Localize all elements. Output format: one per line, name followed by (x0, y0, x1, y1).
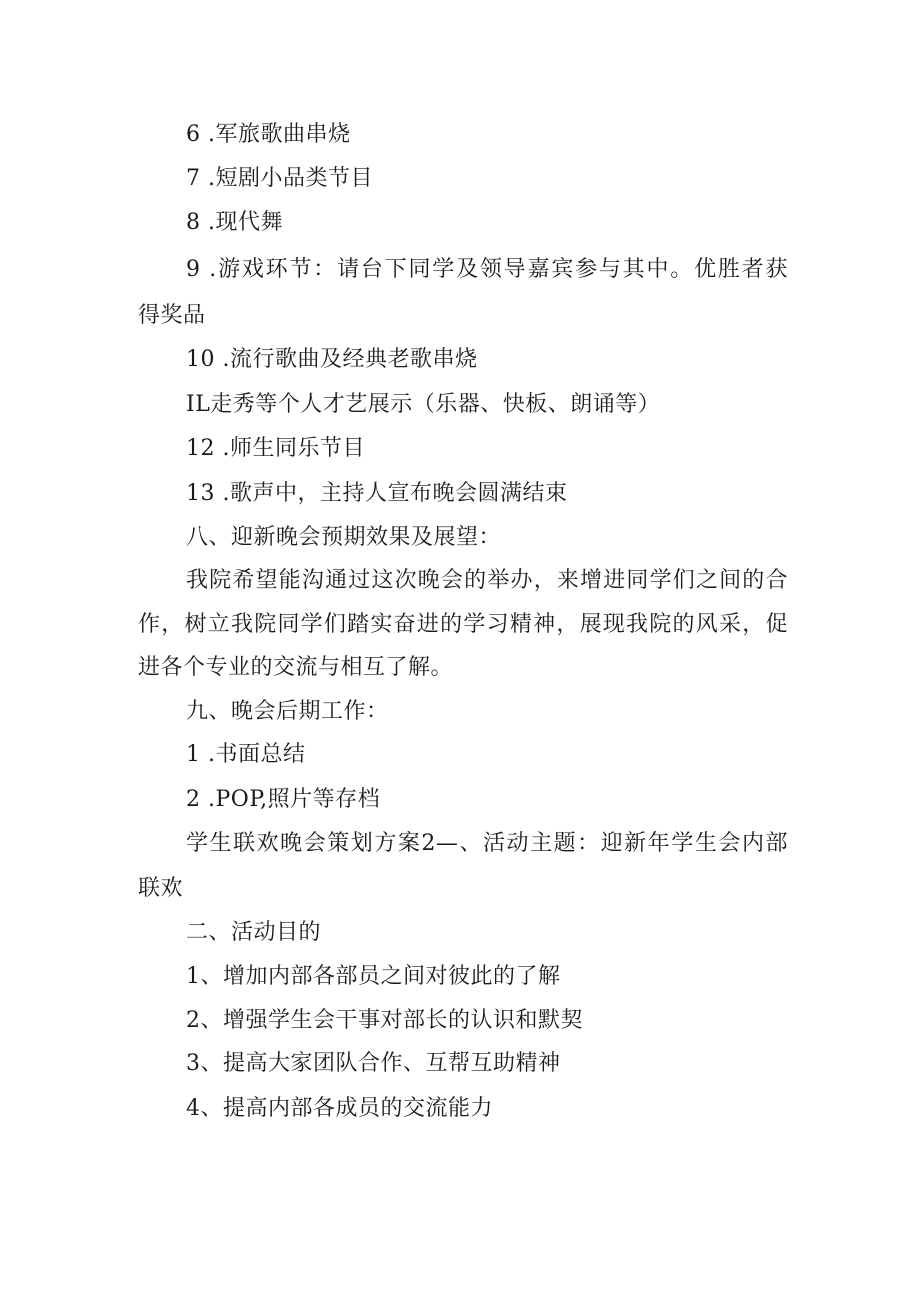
list-item-6: 6 .军旅歌曲串烧 (186, 122, 351, 147)
list-item-1: 1 .书面总结 (186, 742, 306, 767)
goal-item-2: 2、增强学生会干事对部长的认识和默契 (186, 1008, 583, 1033)
paragraph-line: 我院希望能沟通过这次晚会的举办，来增进同学们之间的合 (186, 568, 788, 593)
goal-item-1: 1、增加内部各部员之间对彼此的了解 (186, 964, 561, 989)
section-heading-8: 八、迎新晚会预期效果及展望： (186, 525, 502, 550)
section-heading-2: 二、活动目的 (186, 920, 322, 945)
list-item-9: 9 .游戏环节：请台下同学及领导嘉宾参与其中。优胜者获 (186, 257, 788, 282)
plan-heading-continuation: 联欢 (138, 876, 184, 901)
list-item-2: 2 .POP,照片等存档 (186, 787, 381, 812)
list-item-13: 13 .歌声中，主持人宣布晚会圆满结束 (186, 481, 568, 506)
goal-item-3: 3、提高大家团队合作、互帮互助精神 (186, 1051, 561, 1076)
paragraph-line: 进各个专业的交流与相互了解。 (138, 655, 454, 680)
goal-item-4: 4、提高内部各成员的交流能力 (186, 1096, 493, 1121)
list-item-11: IL走秀等个人才艺展示（乐器、快板、朗诵等） (186, 392, 661, 417)
list-item-9-continuation: 得奖品 (138, 303, 206, 328)
plan-heading-line: 学生联欢晚会策划方案2—、活动主题：迎新年学生会内部 (186, 831, 788, 856)
list-item-12: 12 .师生同乐节目 (186, 436, 365, 461)
list-item-7: 7 .短剧小品类节目 (186, 166, 373, 191)
paragraph-line: 作，树立我院同学们踏实奋进的学习精神，展现我院的风采，促 (138, 612, 788, 637)
list-item-8: 8 .现代舞 (186, 210, 283, 235)
section-heading-9: 九、晚会后期工作： (186, 699, 389, 724)
list-item-10: 10 .流行歌曲及经典老歌串烧 (186, 347, 478, 372)
